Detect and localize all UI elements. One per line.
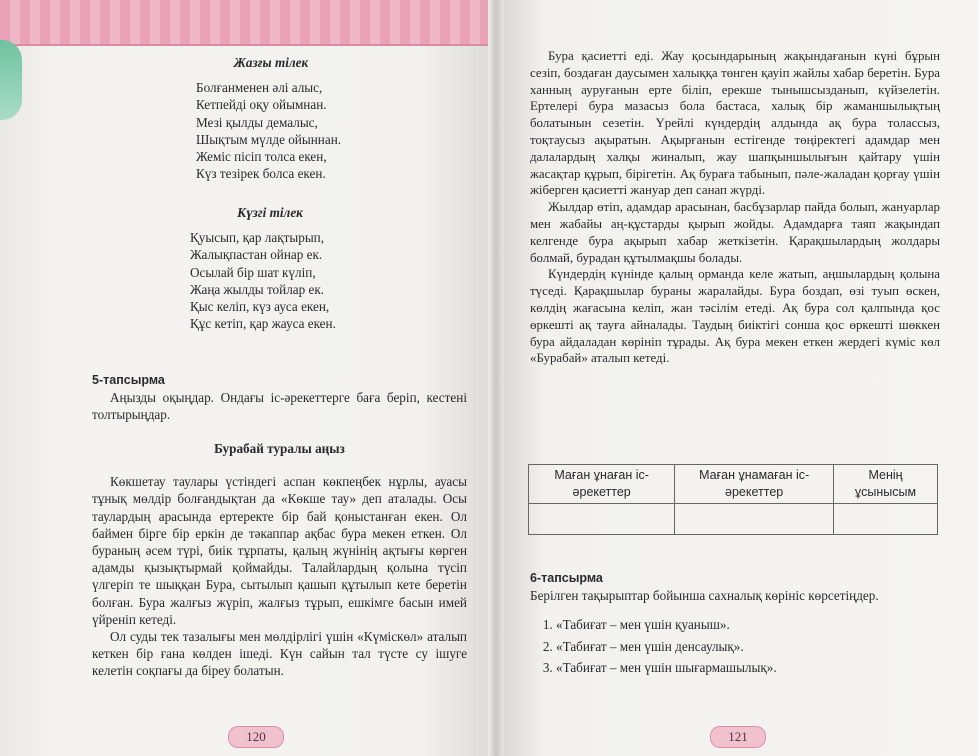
task-title: 5-тапсырма bbox=[92, 373, 165, 387]
poem-line: Қуысып, қар лақтырып, bbox=[190, 230, 325, 246]
page-number: 121 bbox=[710, 726, 766, 748]
poem-line: Қыс келіп, күз ауса екен, bbox=[190, 299, 330, 315]
poem-line: Кетпейді оқу ойымнан. bbox=[196, 97, 327, 113]
poem-title: Күзгі тілек bbox=[237, 205, 303, 220]
topic-item: 3. «Табиғат – мен үшін шығармашылық». bbox=[556, 659, 940, 676]
task-5 bbox=[92, 372, 467, 424]
table-header-disliked: Маған ұнамаған іс-әрекеттер bbox=[675, 465, 834, 504]
poem-autumn bbox=[190, 204, 410, 332]
task-text: Аңызды оқыңдар. Ондағы іс-әрекеттерге баға беріп, кестені толтырыңдар. bbox=[92, 390, 467, 423]
book-gutter bbox=[488, 0, 504, 756]
legend-text bbox=[92, 473, 467, 679]
poem-line: Шықтым мүлде ойыннан. bbox=[196, 131, 342, 147]
task-text: Берілген тақырыптар бойынша сахналық көрініс көрсетіңдер. bbox=[530, 588, 879, 604]
topic-item: 1. «Табиғат – мен үшін қуаныш». bbox=[556, 616, 940, 633]
poem-line: Жаңа жылды тойлар ек. bbox=[190, 281, 325, 297]
table-cell[interactable] bbox=[529, 504, 675, 535]
paragraph: Күндердің күнінде қалың орманда келе жатып, аңшылардың қолына түседі. Қарақшылар бураны жаралайды. Бура боздап, өзі туып өскен, көлдің жағасына келіп, жан тәсілім етеді. Ақ бура сол қалпында қос өркешті ақ тауға айналады. Таудың биіктігі сонша қос өркешті шөккен бура айдаладан көрініп тұрады. Ақ бура мекен еткен жердегі күміс көл «Бурабай» аталып кетеді. bbox=[530, 267, 940, 366]
poem-line: Құс кетіп, қар жауса екен. bbox=[190, 316, 336, 332]
page-number: 120 bbox=[228, 726, 284, 748]
task-6 bbox=[530, 570, 940, 680]
paragraph: Бура қасиетті еді. Жау қосындарының жақындағанын күні бұрын сезіп, боздаған даусымен халыққа төнген қауіп жайлы хабар беретін. Бура ханның ауруғанын ерте біліп, ерекше тынышсызданып, күйзелетін. Ертелері бура мазасыз бола бастаса, халық бір жаманшылықтың болатынын сезетін. Үрейлі күндердің алдында ақ бура толассыз, тоқтаусыз ақыратын. Ақырғанын естігенде төңіректегі адамдар мен далалардың халқы жиналып, жау шапқыншылығын қайтару үшін жасақтар құрып, бірігетін. Ақ бураға табынып, пәле-жаладан қорғау үшін жіберген қасиетті жануар деп санап жүрді. bbox=[530, 49, 940, 198]
legend-section bbox=[92, 440, 467, 680]
table-cell[interactable] bbox=[675, 504, 834, 535]
table-header-liked: Маған ұнаған іс-әрекеттер bbox=[529, 465, 675, 504]
decorative-top-band bbox=[0, 0, 490, 46]
poem-line: Жалықпастан ойнар ек. bbox=[190, 247, 323, 263]
right-page bbox=[496, 0, 979, 756]
task-title: 6-тапсырма bbox=[530, 571, 603, 585]
poem-line: Осылай бір шат күліп, bbox=[190, 264, 316, 280]
table-header-suggestion: Менің ұсынысым bbox=[833, 465, 937, 504]
poem-lines bbox=[190, 229, 410, 332]
poem-lines bbox=[196, 79, 416, 182]
legend-continuation bbox=[530, 48, 940, 367]
paragraph: Ол суды тек тазалығы мен мөлдірлігі үшін «Күмiскөл» аталып кеткен бір ғана көлден ішеді. Күн сайын тал түсте су ішуге келетін соқпағы да біреу болатын. bbox=[92, 629, 467, 679]
table-cell[interactable] bbox=[833, 504, 937, 535]
paragraph: Жылдар өтіп, адамдар арасынан, басбұзарлар пайда болып, жануарлар мен жабайы аң-құстарды қырып жойды. Адамдарға таяп жақындап келгенде бура ақырып хабар жеткізетін. Қарақшылардың жолдары болмай, бурадан құтылмақшы болады. bbox=[530, 200, 940, 265]
poem-line: Күз тезірек болса екен. bbox=[196, 166, 326, 182]
poem-summer bbox=[196, 54, 416, 182]
topic-item: 2. «Табиғат – мен үшін денсаулық». bbox=[556, 638, 940, 655]
poem-title: Жазғы тілек bbox=[233, 55, 309, 70]
poem-line: Жеміс пісіп толса екен, bbox=[196, 149, 327, 165]
legend-title: Бурабай туралы аңыз bbox=[214, 441, 345, 456]
decorative-leaf bbox=[0, 40, 22, 120]
poem-line: Мезі қылды демалыс, bbox=[196, 114, 318, 130]
topic-list bbox=[530, 616, 940, 676]
paragraph: Көкшетау таулары үстіндегі аспан көкпеңбек нұрлы, ауасы тұнық мөлдір болғандықтан да «Көкше тау» деп аталады. Осы таулардың арасында ертеректе бір бай қоныстанған екен. Ол баймен бірге бір еркін де тәкаппар ақбас бура мекен еткен. Ол бураның әсем түрі, биік тұрпаты, қалың жүнінің ақтығы көрген адамды қызықтырмай қоймайды. Талайлардың қолына түсіп үлгеріп те шыққан Бура, сытылып қашып құтылып кете беретін болған. Бура жалғыз жүріп, жалғыз тұрып, ешкімге басын имей үйреніп кетеді. bbox=[92, 474, 467, 627]
evaluation-table bbox=[528, 464, 938, 535]
poem-line: Болғанменен әлі алыс, bbox=[196, 80, 323, 96]
